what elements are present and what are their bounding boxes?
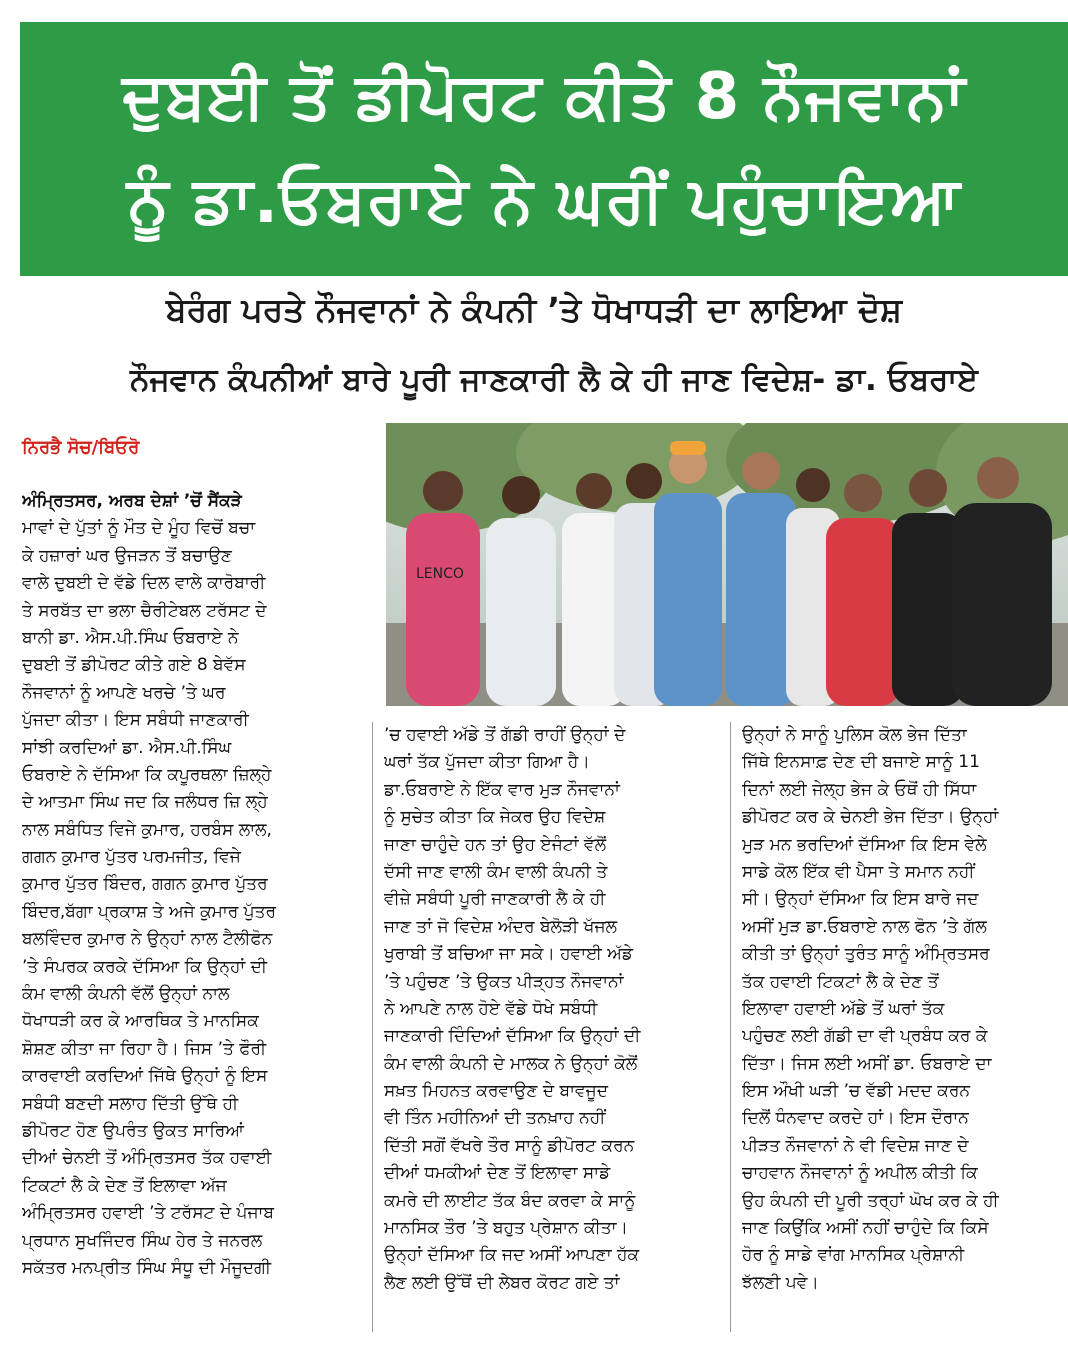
headline-banner: [20, 22, 1068, 276]
subheadline-2: ਨੌਜਵਾਨ ਕੰਪਨੀਆਂ ਬਾਰੇ ਪੂਰੀ ਜਾਣਕਾਰੀ ਲੈ ਕੇ ਹੀ ਜਾਣ ਵਿਦੇਸ਼- ਡਾ. ਓਬਰਾਏ: [130, 362, 978, 398]
article-line: ਸਾਡੇ ਕੋਲ ਇੱਕ ਵੀ ਪੈਸਾ ਤੇ ਸਮਾਨ ਨਹੀਂ: [742, 861, 975, 882]
article-line: ਪ੍ਰਧਾਨ ਸੁਖਜਿੰਦਰ ਸਿੰਘ ਹੇਰ ਤੇ ਜਨਰਲ: [22, 1230, 263, 1251]
article-line: ਲੈਣ ਲਈ ਉੱਥੋਂ ਦੀ ਲੇਬਰ ਕੋਰਟ ਗਏ ਤਾਂ: [384, 1272, 620, 1293]
article-line: ਦੀਆਂ ਚੇਨਈ ਤੋਂ ਅੰਮ੍ਰਿਤਸਰ ਤੱਕ ਹਵਾਈ: [22, 1148, 272, 1169]
article-line: ਅੰਮ੍ਰਿਤਸਰ ਹਵਾਈ ’ਤੇ ਟਰੱਸਟ ਦੇ ਪੰਜਾਬ: [22, 1203, 275, 1224]
article-line: ਕਮਰੇ ਦੀ ਲਾਈਟ ਤੱਕ ਬੰਦ ਕਰਵਾ ਕੇ ਸਾਨੂੰ: [384, 1190, 636, 1211]
subheadline-1: ਬੇਰੰਗ ਪਰਤੇ ਨੌਜਵਾਨਾਂ ਨੇ ਕੰਪਨੀ ’ਤੇ ਧੋਖਾਧੜੀ ਦਾ ਲਾਇਆ ਦੋਸ਼: [165, 290, 902, 329]
article-line: ਦੱਸੀ ਜਾਣ ਵਾਲੀ ਕੰਮ ਵਾਲੀ ਕੰਪਨੀ ਤੇ: [384, 861, 608, 882]
group-photo: [386, 423, 1068, 706]
article-line: ਪਹੁੰਚਣ ਲਈ ਗੱਡੀ ਦਾ ਵੀ ਪ੍ਰਬੰਧ ਕਰ ਕੇ: [742, 1026, 988, 1047]
article-column-1: [22, 488, 360, 1282]
article-line: ਗਗਨ ਕੁਮਾਰ ਪੁੱਤਰ ਪਰਮਜੀਤ, ਵਿਜੇ: [22, 847, 241, 868]
article-line: ਜਾਣਾ ਚਾਹੁੰਦੇ ਹਨ ਤਾਂ ਉਹ ਏਜੰਟਾਂ ਵੱਲੋਂ: [384, 834, 607, 855]
article-line: ਸਾਂਝੀ ਕਰਦਿਆਂ ਡਾ. ਐਸ.ਪੀ.ਸਿੰਘ: [22, 737, 232, 758]
article-line: ਘਰਾਂ ਤੱਕ ਪੁੱਜਦਾ ਕੀਤਾ ਗਿਆ ਹੈ।: [384, 752, 590, 773]
article-line: ਦਿੱਤਾ। ਜਿਸ ਲਈ ਅਸੀਂ ਡਾ. ਓਬਰਾਏ ਦਾ: [742, 1053, 992, 1074]
article-line: ਪੀੜਤ ਨੌਜਵਾਨਾਂ ਨੇ ਵੀ ਵਿਦੇਸ਼ ਜਾਣ ਦੇ: [742, 1135, 969, 1156]
article-line: ਹੋਰ ਨੂੰ ਸਾਡੇ ਵਾਂਗ ਮਾਨਸਿਕ ਪ੍ਰੇਸ਼ਾਨੀ: [742, 1245, 965, 1266]
article-line: ’ਤੇ ਪਹੁੰਚਣ ’ਤੇ ਉਕਤ ਪੀੜ੍ਹਤ ਨੌਜਵਾਨਾਂ: [384, 971, 624, 992]
article-line: ਕੰਮ ਵਾਲੀ ਕੰਪਨੀ ਵੱਲੋਂ ਉਨ੍ਹਾਂ ਨਾਲ: [22, 984, 230, 1005]
article-line: ਉਹ ਕੰਪਨੀ ਦੀ ਪੂਰੀ ਤਰ੍ਹਾਂ ਘੋਖ ਕਰ ਕੇ ਹੀ: [742, 1190, 999, 1211]
article-line: ਉਨ੍ਹਾਂ ਨੇ ਸਾਨੂੰ ਪੁਲਿਸ ਕੋਲ ਭੇਜ ਦਿੱਤਾ: [742, 725, 967, 745]
byline: ਨਿਰਭੈ ਸੋਚ/ਬਿਓਰੋ: [22, 437, 140, 458]
article-line: ਜਿੱਥੇ ਇਨਸਾਫ਼ ਦੇਣ ਦੀ ਬਜਾਏ ਸਾਨੂੰ 11: [742, 752, 980, 773]
article-line: ਜਾਣ ਕਿਉਂਕਿ ਅਸੀਂ ਨਹੀਂ ਚਾਹੁੰਦੇ ਕਿ ਕਿਸੇ: [742, 1218, 989, 1239]
article-line: ਅਸੀਂ ਮੁੜ ਡਾ.ਓਬਰਾਏ ਨਾਲ ਫੋਨ ’ਤੇ ਗੱਲ: [742, 916, 987, 937]
article-line: ਨੌਜਵਾਨਾਂ ਨੂੰ ਆਪਣੇ ਖਰਚੇ ’ਤੇ ਘਰ: [22, 682, 226, 703]
article-column-3: [742, 722, 1068, 1297]
article-line: ਇਲਾਵਾ ਹਵਾਈ ਅੱਡੇ ਤੋਂ ਘਰਾਂ ਤੱਕ: [742, 998, 945, 1019]
article-line: ਟਿਕਟਾਂ ਲੈ ਕੇ ਦੇਣ ਤੋਂ ਇਲਾਵਾ ਅੱਜ: [22, 1175, 227, 1196]
article-line: ਇਸ ਔਖੀ ਘੜੀ ’ਚ ਵੱਡੀ ਮਦਦ ਕਰਨ: [742, 1081, 970, 1102]
article-line: ਮਾਵਾਂ ਦੇ ਪੁੱਤਾਂ ਨੂੰ ਮੌਤ ਦੇ ਮੂੰਹ ਵਿਚੋਂ ਬਚਾ: [22, 518, 256, 539]
article-line: ਕਾਰਵਾਈ ਕਰਦਿਆਂ ਜਿੱਥੇ ਉਨ੍ਹਾਂ ਨੂੰ ਇਸ: [22, 1066, 268, 1087]
article-line: ਦੇ ਆਤਮਾ ਸਿੰਘ ਜਦ ਕਿ ਜਲੰਧਰ ਜ਼ਿ ਲ੍ਹੇ: [22, 792, 268, 813]
article-line: ਬਲਵਿੰਦਰ ਕੁਮਾਰ ਨੇ ਉਨ੍ਹਾਂ ਨਾਲ ਟੈਲੀਫੋਨ: [22, 929, 273, 950]
article-line: ’ਤੇ ਸੰਪਰਕ ਕਰਕੇ ਦੱਸਿਆ ਕਿ ਉਨ੍ਹਾਂ ਦੀ: [22, 956, 268, 977]
article-line: ਮੁੜ ਮਨ ਭਰਦਿਆਂ ਦੱਸਿਆ ਕਿ ਇਸ ਵੇਲੇ: [742, 834, 987, 855]
article-line: ਕੀਤੀ ਤਾਂ ਉਨ੍ਹਾਂ ਤੁਰੰਤ ਸਾਨੂੰ ਅੰਮ੍ਰਿਤਸਰ: [742, 944, 990, 965]
article-line: ਕੇ ਹਜ਼ਾਰਾਂ ਘਰ ਉਜੜਨ ਤੋਂ ਬਚਾਉਣ: [22, 545, 232, 566]
group-photo-illustration: [386, 423, 1068, 706]
article-line: ਉਨ੍ਹਾਂ ਦੱਸਿਆ ਕਿ ਜਦ ਅਸੀਂ ਆਪਣਾ ਹੱਕ: [384, 1245, 640, 1266]
article-line: ਬਿੰਦਰ,ਬੱਗਾ ਪ੍ਰਕਾਸ਼ ਤੇ ਅਜੇ ਕੁਮਾਰ ਪੁੱਤਰ: [22, 901, 277, 922]
article-line: ਚਾਹਵਾਨ ਨੌਜਵਾਨਾਂ ਨੂੰ ਅਪੀਲ ਕੀਤੀ ਕਿ: [742, 1163, 978, 1184]
article-line: ਸਬੰਧੀ ਬਣਦੀ ਸਲਾਹ ਦਿੱਤੀ ਉੱਥੇ ਹੀ: [22, 1093, 239, 1114]
article-column-2: [384, 722, 718, 1297]
article-line: ਤੇ ਸਰਬੱਤ ਦਾ ਭਲਾ ਚੈਰੀਟੇਬਲ ਟਰੱਸਟ ਦੇ: [22, 600, 267, 621]
article-line: ਖੁਰਾਬੀ ਤੋਂ ਬਚਿਆ ਜਾ ਸਕੇ। ਹਵਾਈ ਅੱਡੇ: [384, 944, 633, 965]
article-line: ਨੇ ਆਪਣੇ ਨਾਲ ਹੋਏ ਵੱਡੇ ਧੋਖੇ ਸਬੰਧੀ: [384, 998, 598, 1019]
column-divider-2: [730, 722, 731, 1332]
article-line: ਬਾਨੀ ਡਾ. ਐਸ.ਪੀ.ਸਿੰਘ ਓਬਰਾਏ ਨੇ: [22, 627, 239, 648]
article-line: ਅੰਮ੍ਰਿਤਸਰ, ਅਰਬ ਦੇਸ਼ਾਂ ’ਚੋਂ ਸੈਂਕੜੇ: [22, 491, 242, 511]
article-line: ਜਾਣ ਤਾਂ ਜੋ ਵਿਦੇਸ਼ ਅੰਦਰ ਬੇਲੋੜੀ ਖੱਜਲ: [384, 916, 618, 937]
article-line: ਦਿੱਤੀ ਸਗੋਂ ਵੱਖਰੇ ਤੌਰ ਸਾਨੂੰ ਡੀਪੋਰਟ ਕਰਨ: [384, 1135, 635, 1156]
article-line: ਦਿਲੋਂ ਧੰਨਵਾਦ ਕਰਦੇ ਹਾਂ। ਇਸ ਦੌਰਾਨ: [742, 1108, 969, 1129]
article-line: ਮਾਨਸਿਕ ਤੌਰ ’ਤੇ ਬਹੁਤ ਪ੍ਰੇਸ਼ਾਨ ਕੀਤਾ।: [384, 1218, 628, 1239]
article-line: ਝੱਲਣੀ ਪਵੇ।: [742, 1272, 819, 1293]
article-line: ਵਾਲੇ ਦੁਬਈ ਦੇ ਵੱਡੇ ਦਿਲ ਵਾਲੇ ਕਾਰੋਬਾਰੀ: [22, 573, 266, 594]
article-line: ਸ਼ੋਸ਼ਣ ਕੀਤਾ ਜਾ ਰਿਹਾ ਹੈ। ਜਿਸ ’ਤੇ ਫੌਰੀ: [22, 1038, 267, 1059]
article-line: ਕੁਮਾਰ ਪੁੱਤਰ ਬਿੰਦਰ, ਗਗਨ ਕੁਮਾਰ ਪੁੱਤਰ: [22, 874, 268, 895]
article-line: ਡੀਪੋਰਟ ਕਰ ਕੇ ਚੇਨਈ ਭੇਜ ਦਿੱਤਾ। ਉਨ੍ਹਾਂ: [742, 807, 999, 828]
article-line: ਸੀ। ਉਨ੍ਹਾਂ ਦੱਸਿਆ ਕਿ ਇਸ ਬਾਰੇ ਜਦ: [742, 889, 979, 910]
article-line: ਓਬਰਾਏ ਨੇ ਦੱਸਿਆ ਕਿ ਕਪੂਰਥਲਾ ਜ਼ਿਲ੍ਹੇ: [22, 764, 272, 785]
article-line: ਵੀ ਤਿੰਨ ਮਹੀਨਿਆਂ ਦੀ ਤਨਖ਼ਾਹ ਨਹੀਂ: [384, 1108, 606, 1129]
article-line: ਨਾਲ ਸਬੰਧਿਤ ਵਿਜੇ ਕੁਮਾਰ, ਹਰਬੰਸ ਲਾਲ,: [22, 819, 272, 840]
article-line: ਪੁੱਜਦਾ ਕੀਤਾ। ਇਸ ਸਬੰਧੀ ਜਾਣਕਾਰੀ: [22, 710, 249, 731]
article-line: ਤੱਕ ਹਵਾਈ ਟਿਕਟਾਂ ਲੈ ਕੇ ਦੇਣ ਤੋਂ: [742, 971, 939, 992]
article-line: ਡੀਪੋਰਟ ਹੋਣ ਉਪਰੰਤ ਉਕਤ ਸਾਰਿਆਂ: [22, 1120, 244, 1141]
headline-line-1: ਦੁਬਈ ਤੋਂ ਡੀਪੋਰਟ ਕੀਤੇ 8 ਨੌਜਵਾਨਾਂ: [122, 60, 966, 134]
article-line: ’ਚ ਹਵਾਈ ਅੱਡੇ ਤੋਂ ਗੱਡੀ ਰਾਹੀਂ ਉਨ੍ਹਾਂ ਦੇ: [384, 725, 626, 745]
article-line: ਡਾ.ਓਬਰਾਏ ਨੇ ਇੱਕ ਵਾਰ ਮੁੜ ਨੌਜਵਾਨਾਂ: [384, 779, 620, 800]
article-line: ਦਿਨਾਂ ਲਈ ਜੇਲ੍ਹ ਭੇਜ ਕੇ ਓਥੋਂ ਹੀ ਸਿੱਧਾ: [742, 779, 977, 800]
article-line: ਧੋਖਾਧੜੀ ਕਰ ਕੇ ਆਰਥਿਕ ਤੇ ਮਾਨਸਿਕ: [22, 1011, 259, 1032]
headline-line-2: ਨੂੰ ਡਾ.ਓਬਰਾਏ ਨੇ ਘਰੀਂ ਪਹੁੰਚਾਇਆ: [126, 164, 962, 238]
article-line: ਜਾਣਕਾਰੀ ਦਿੰਦਿਆਂ ਦੱਸਿਆ ਕਿ ਉਨ੍ਹਾਂ ਦੀ: [384, 1026, 641, 1047]
article-line: ਸਕੱਤਰ ਮਨਪ੍ਰੀਤ ਸਿੰਘ ਸੰਧੂ ਦੀ ਮੌਜੂਦਗੀ: [22, 1257, 272, 1278]
shirt-text: LENCO: [416, 566, 464, 582]
article-line: ਸਖ਼ਤ ਮਿਹਨਤ ਕਰਵਾਉਣ ਦੇ ਬਾਵਜੂਦ: [384, 1081, 608, 1102]
article-line: ਕੰਮ ਵਾਲੀ ਕੰਪਨੀ ਦੇ ਮਾਲਕ ਨੇ ਉਨ੍ਹਾਂ ਕੋਲੋਂ: [384, 1053, 638, 1074]
column-divider-1: [372, 722, 373, 1332]
article-line: ਨੂੰ ਸੁਚੇਤ ਕੀਤਾ ਕਿ ਜੇਕਰ ਉਹ ਵਿਦੇਸ਼: [384, 807, 606, 828]
article-line: ਵੀਜ਼ੇ ਸਬੰਧੀ ਪੂਰੀ ਜਾਣਕਾਰੀ ਲੈ ਕੇ ਹੀ: [384, 889, 606, 910]
article-line: ਦੀਆਂ ਧਮਕੀਆਂ ਦੇਣ ਤੋਂ ਇਲਾਵਾ ਸਾਡੇ: [384, 1163, 611, 1184]
article-line: ਦੁਬਈ ਤੋਂ ਡੀਪੋਰਟ ਕੀਤੇ ਗਏ 8 ਬੇਵੱਸ: [22, 655, 246, 676]
